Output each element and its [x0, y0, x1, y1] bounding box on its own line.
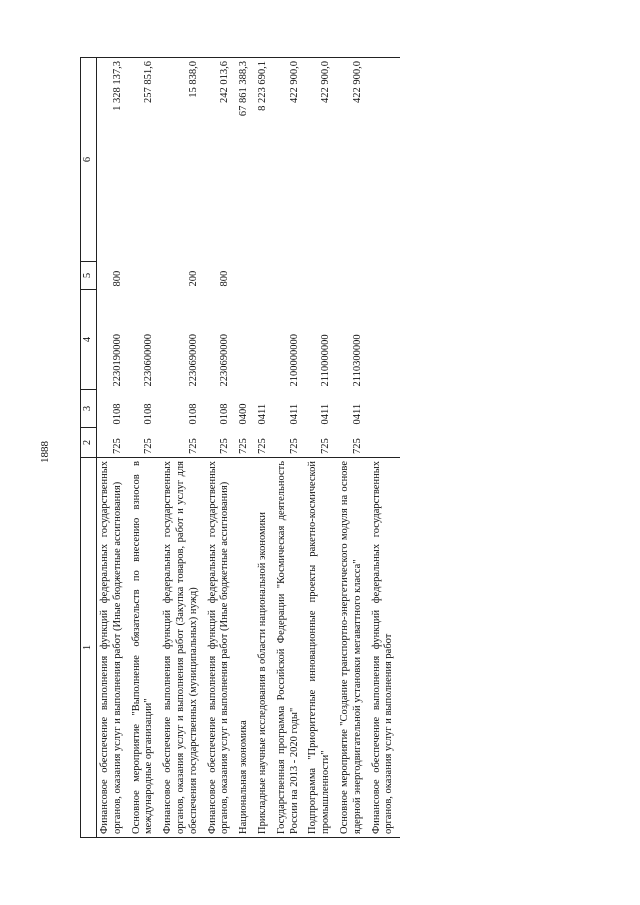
item-name: Подпрограмма "Приоритетные инновационные проекты ракетно-космической промышленности" [307, 461, 332, 834]
item-code-csr-cell [236, 290, 255, 390]
item-amount: 422 900,0 [288, 61, 300, 103]
table-row [205, 58, 237, 838]
item-code-rz: 0108 [187, 403, 199, 425]
item-code-csr-cell [129, 290, 161, 390]
item-code-rz: 0400 [238, 403, 250, 425]
item-code-gr: 725 [238, 438, 250, 454]
item-code-rz-cell [274, 390, 306, 428]
item-amount-cell [97, 58, 129, 262]
item-code-gr: 725 [143, 438, 155, 454]
item-code-csr-cell [255, 290, 274, 390]
item-code-vr-cell [305, 262, 337, 290]
table-row [369, 58, 401, 838]
item-name-cell [97, 458, 129, 838]
item-name: Финансовое обеспечение выполнения функций федеральных государственных органов, оказания услуг и выполнения работ (Иные бюджетные ассигнования) [99, 461, 123, 834]
item-code-gr: 725 [256, 438, 268, 454]
item-code-vr-cell [160, 262, 204, 290]
table-row [255, 58, 274, 838]
item-name: Финансовое обеспечение выполнения функций федеральных государственных органов, оказания услуг и выполнения работ (Иные бюджетные ассигнования) [206, 461, 231, 834]
item-name: Государственная программа Российской Федерации "Космическая деятельность России на 2013 - 2020 годы" [275, 461, 300, 834]
item-code-rz-cell [369, 390, 401, 428]
item-code-vr: 800 [111, 270, 123, 287]
item-code-gr: 725 [288, 438, 300, 454]
header-col-5: 5 [81, 262, 97, 290]
item-code-rz-cell [205, 390, 237, 428]
item-amount: 8 223 690,1 [256, 61, 268, 111]
item-code-rz: 0108 [219, 403, 231, 425]
item-name: Основное мероприятие "Создание транспортно-энергетического модуля на основе ядерной энергодвигательной установки мегаваттного класса" [338, 461, 363, 834]
item-code-csr: 2230690000 [187, 334, 199, 387]
item-code-vr-cell [97, 262, 129, 290]
item-code-csr-cell [160, 290, 204, 390]
item-name-cell [160, 458, 204, 838]
item-amount-cell [236, 58, 255, 262]
item-name-cell [129, 458, 161, 838]
item-code-rz: 0108 [111, 403, 123, 425]
item-amount-cell [255, 58, 274, 262]
table-row [97, 58, 129, 838]
item-code-rz-cell [255, 390, 274, 428]
item-amount: 242 013,6 [219, 61, 231, 103]
item-code-rz-cell [236, 390, 255, 428]
item-name: Финансовое обеспечение выполнения функций федеральных государственных органов, оказания услуг и выполнения работ [370, 461, 395, 834]
item-code-vr-cell [236, 262, 255, 290]
item-amount-cell [129, 58, 161, 262]
header-col-1: 1 [81, 458, 97, 838]
header-col-2: 2 [81, 428, 97, 458]
table-row [129, 58, 161, 838]
item-name-cell [255, 458, 274, 838]
item-code-csr-cell [305, 290, 337, 390]
item-amount: 1 328 137,3 [111, 61, 123, 111]
item-code-csr: 2100000000 [288, 334, 300, 387]
item-code-csr-cell [205, 290, 237, 390]
item-code-gr-cell [129, 428, 161, 458]
item-code-gr-cell [369, 428, 401, 458]
item-name-cell [369, 458, 401, 838]
item-code-gr-cell [337, 428, 369, 458]
item-amount-cell [337, 58, 369, 262]
table-row [305, 58, 337, 838]
item-amount-cell [274, 58, 306, 262]
item-code-gr: 725 [219, 438, 231, 454]
item-amount-cell [205, 58, 237, 262]
table-row [160, 58, 204, 838]
item-code-csr: 2110000000 [320, 334, 332, 387]
item-name-cell [305, 458, 337, 838]
table-row [337, 58, 369, 838]
item-code-gr-cell [274, 428, 306, 458]
item-name-cell [337, 458, 369, 838]
item-code-rz: 0411 [256, 403, 268, 425]
item-name-cell [236, 458, 255, 838]
header-col-3: 3 [81, 390, 97, 428]
item-code-rz: 0411 [320, 403, 332, 425]
page-number: 1888 [39, 441, 51, 463]
item-code-gr-cell [97, 428, 129, 458]
budget-table [80, 57, 400, 838]
item-name-cell [274, 458, 306, 838]
item-name: Прикладные научные исследования в области национальной экономики [256, 511, 268, 834]
item-code-rz: 0411 [288, 403, 300, 425]
item-code-vr-cell [205, 262, 237, 290]
item-amount: 257 851,6 [143, 61, 155, 103]
item-code-gr-cell [305, 428, 337, 458]
header-col-4: 4 [81, 290, 97, 390]
header-col-6: 6 [81, 58, 97, 262]
table-row [274, 58, 306, 838]
table-row [236, 58, 255, 838]
item-name: Финансовое обеспечение выполнения функций федеральных государственных органов, оказания услуг и выполнения работ (Закупка товаров, работ и услуг для обеспечения государственных (муниципальных) нужд) [162, 461, 199, 834]
table-body [97, 58, 401, 838]
item-amount: 15 838,0 [187, 61, 199, 98]
item-code-gr: 725 [320, 438, 332, 454]
item-code-csr-cell [274, 290, 306, 390]
item-code-csr: 2230690000 [219, 334, 231, 387]
item-name-cell [205, 458, 237, 838]
item-amount: 67 861 388,3 [238, 61, 250, 117]
item-code-vr-cell [369, 262, 401, 290]
item-code-csr-cell [97, 290, 129, 390]
item-code-rz-cell [97, 390, 129, 428]
item-code-gr: 725 [111, 438, 123, 454]
item-code-csr-cell [337, 290, 369, 390]
item-code-gr-cell [236, 428, 255, 458]
item-amount-cell [369, 58, 401, 262]
item-code-gr-cell [205, 428, 237, 458]
item-amount: 422 900,0 [351, 61, 363, 103]
item-code-gr: 725 [187, 438, 199, 454]
header-row [81, 58, 97, 838]
item-code-gr: 725 [351, 438, 363, 454]
item-amount-cell [160, 58, 204, 262]
item-code-csr: 2230600000 [143, 334, 155, 387]
item-code-csr: 2110300000 [351, 334, 363, 387]
item-code-vr-cell [274, 262, 306, 290]
item-code-rz-cell [129, 390, 161, 428]
rotated-page-content [80, 58, 580, 838]
item-code-gr-cell [255, 428, 274, 458]
item-name: Национальная экономика [238, 720, 250, 834]
item-code-vr-cell [129, 262, 161, 290]
item-amount: 422 900,0 [320, 61, 332, 103]
item-code-gr-cell [160, 428, 204, 458]
item-amount-cell [305, 58, 337, 262]
item-code-vr-cell [337, 262, 369, 290]
item-code-rz-cell [337, 390, 369, 428]
item-code-vr-cell [255, 262, 274, 290]
item-code-vr: 200 [187, 270, 199, 287]
item-code-rz-cell [160, 390, 204, 428]
item-code-rz: 0108 [143, 403, 155, 425]
item-code-rz-cell [305, 390, 337, 428]
item-code-csr-cell [369, 290, 401, 390]
item-code-rz: 0411 [351, 403, 363, 425]
item-code-vr: 800 [219, 270, 231, 287]
item-name: Основное мероприятие "Выполнение обязательств по внесению взносов в международные организации" [130, 461, 155, 834]
item-code-csr: 2230190000 [111, 334, 123, 387]
